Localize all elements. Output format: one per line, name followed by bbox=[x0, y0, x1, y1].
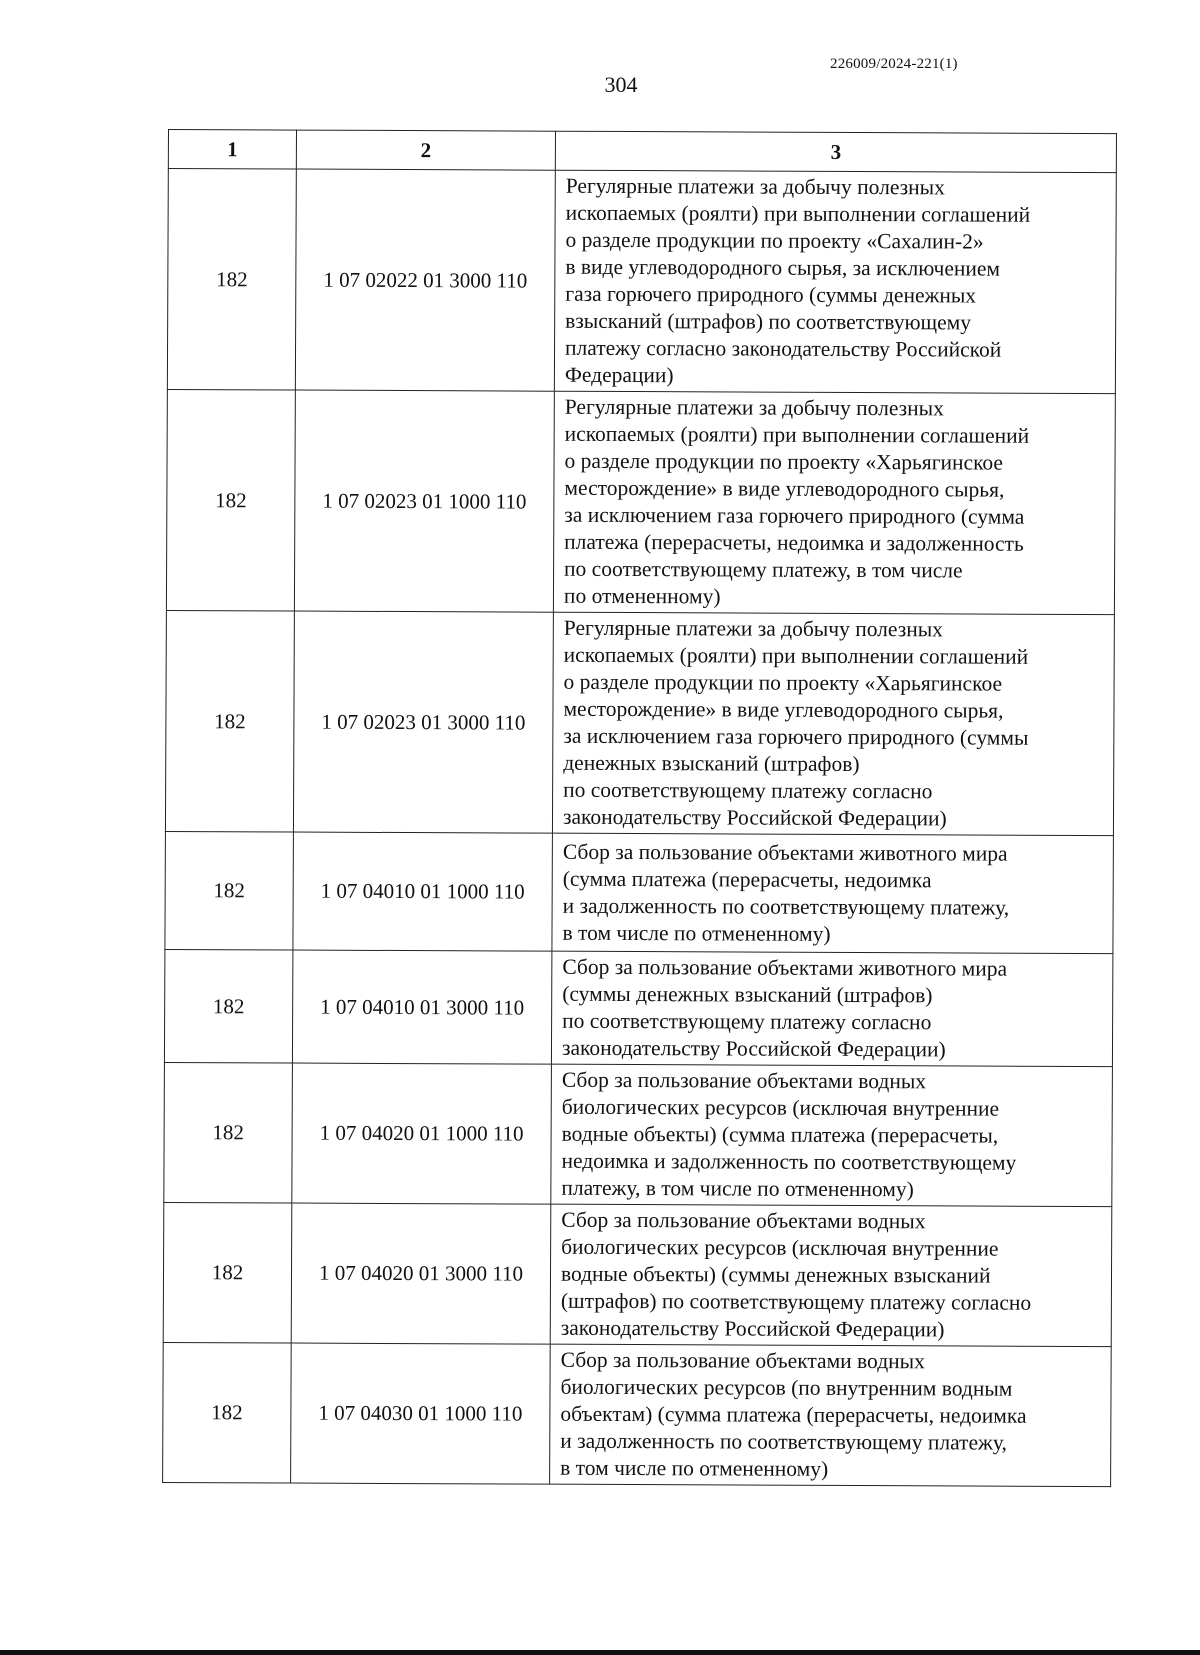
administrator-code-cell: 182 bbox=[164, 949, 292, 1063]
table-row bbox=[164, 1062, 1113, 1206]
column-header-3: 3 bbox=[555, 131, 1116, 172]
revenue-description-cell: Регулярные платежи за добычу полезных ископаемых (роялти) при выполнении соглашений о разделе продукции по проекту «Сахалин-2» в виде углеводородного сырья, за исключением газа горючего природного (суммы денежных взысканий (штрафов) по соответствующему платежу согласно законодательству Российской Федерации) bbox=[554, 170, 1116, 393]
revenue-description-cell: Сбор за пользование объектами водных биологических ресурсов (по внутренним водным объектам) (сумма платежа (перерасчеты, недоимка и задолженность по соответствующему платежу, в том числе по отмененному) bbox=[550, 1344, 1112, 1486]
administrator-code-cell: 182 bbox=[165, 831, 294, 950]
revenue-code-cell: 1 07 04010 01 3000 110 bbox=[292, 950, 551, 1064]
table-row bbox=[167, 169, 1116, 394]
table-row bbox=[164, 949, 1112, 1066]
revenue-description-cell: Сбор за пользование объектами животного мира (суммы денежных взысканий (штрафов) по соответствующему платежу согласно законодательству Российской Федерации) bbox=[551, 951, 1112, 1066]
page-number: 304 bbox=[604, 72, 638, 97]
budget-codes-table bbox=[162, 129, 1117, 1487]
administrator-code-cell: 182 bbox=[165, 610, 294, 832]
column-header-1: 1 bbox=[168, 130, 296, 170]
revenue-code-cell: 1 07 02023 01 1000 110 bbox=[294, 390, 554, 612]
column-header-2: 2 bbox=[296, 130, 555, 170]
table-row bbox=[165, 831, 1114, 953]
table-header-row bbox=[168, 130, 1116, 173]
administrator-code-cell: 182 bbox=[167, 169, 296, 391]
administrator-code-cell: 182 bbox=[164, 1062, 293, 1203]
table-row bbox=[163, 1202, 1112, 1346]
revenue-description-cell: Сбор за пользование объектами водных биологических ресурсов (исключая внутренние водные объекты) (сумма платежа (перерасчеты, недоимка и задолженность по соответствующему платежу, в том числе по отмененному) bbox=[551, 1064, 1113, 1206]
revenue-code-cell: 1 07 04030 01 1000 110 bbox=[291, 1343, 551, 1484]
table-row bbox=[165, 610, 1114, 835]
revenue-code-cell: 1 07 02023 01 3000 110 bbox=[293, 611, 553, 833]
revenue-description-cell: Сбор за пользование объектами водных биологических ресурсов (исключая внутренние водные объекты) (суммы денежных взысканий (штрафов) по соответствующему платежу согласно законодательству Российской Федерации) bbox=[550, 1204, 1112, 1346]
table-row bbox=[163, 1342, 1112, 1486]
revenue-description-cell: Регулярные платежи за добычу полезных ископаемых (роялти) при выполнении соглашений о разделе продукции по проекту «Харьягинское месторождение» в виде углеводородного сырья, за исключением газа горючего природного (сумма платежа (перерасчеты, недоимка и задолженность по соответствующему платежу, в том числе по отмененному) bbox=[553, 391, 1115, 614]
revenue-code-cell: 1 07 04020 01 1000 110 bbox=[292, 1063, 552, 1204]
revenue-code-cell: 1 07 04020 01 3000 110 bbox=[291, 1203, 551, 1344]
revenue-code-cell: 1 07 04010 01 1000 110 bbox=[293, 832, 553, 951]
revenue-code-cell: 1 07 02022 01 3000 110 bbox=[295, 169, 555, 391]
scan-edge-rule bbox=[0, 1650, 1200, 1655]
budget-codes-table-container bbox=[162, 129, 1117, 1487]
document-registration-number: 226009/2024-221(1) bbox=[830, 56, 958, 72]
revenue-description-cell: Сбор за пользование объектами животного мира (сумма платежа (перерасчеты, недоимка и задолженность по соответствующему платежу, в том числе по отмененному) bbox=[552, 833, 1114, 953]
administrator-code-cell: 182 bbox=[166, 389, 295, 611]
administrator-code-cell: 182 bbox=[163, 1202, 292, 1343]
administrator-code-cell: 182 bbox=[163, 1342, 292, 1483]
revenue-description-cell: Регулярные платежи за добычу полезных ископаемых (роялти) при выполнении соглашений о разделе продукции по проекту «Харьягинское месторождение» в виде углеводородного сырья, за исключением газа горючего природного (суммы денежных взысканий (штрафов) по соответствующему платежу согласно законодательству Российской Федерации) bbox=[552, 612, 1114, 835]
table-row bbox=[166, 389, 1115, 614]
